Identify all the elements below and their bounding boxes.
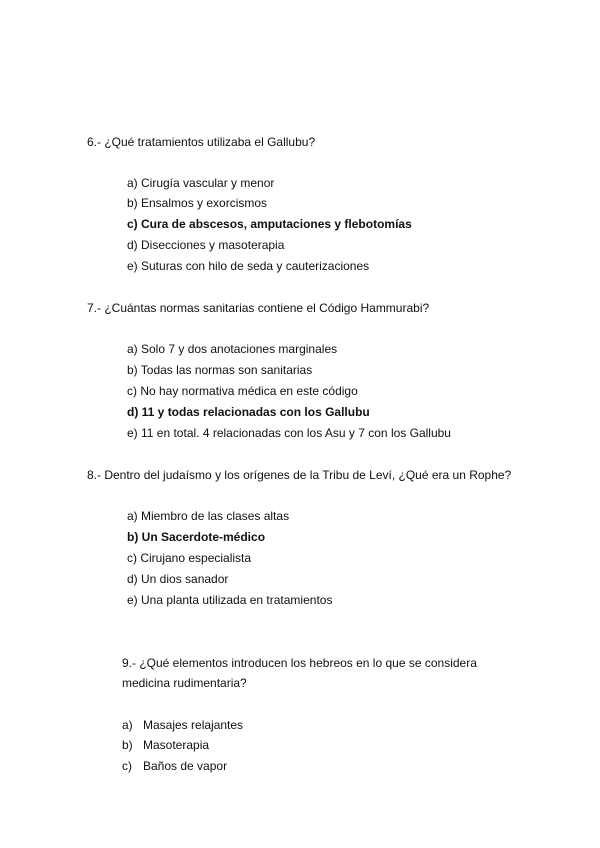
q6-option-e: e) Suturas con hilo de seda y cauterizaciones [127, 259, 370, 273]
q8-option-b-correct: b) Un Sacerdote-médico [127, 530, 266, 544]
question-9-line-2: medicina rudimentaria? [122, 676, 247, 690]
q7-option-e: e) 11 en total. 4 relacionadas con los Asu y 7 con los Gallubu [127, 426, 451, 440]
q7-option-c: c) No hay normativa médica en este código [127, 384, 358, 398]
q9-option-b-text: Masoterapia [143, 738, 210, 752]
q7-option-a: a) Solo 7 y dos anotaciones marginales [127, 342, 338, 356]
q9-option-c-text: Baños de vapor [143, 759, 228, 773]
q9-option-a-text: Masajes relajantes [143, 718, 244, 732]
q6-option-b: b) Ensalmos y exorcismos [127, 196, 268, 210]
q8-option-e: e) Una planta utilizada en tratamientos [127, 593, 333, 607]
q9-option-c-letter: c) [122, 759, 132, 773]
q8-option-c: c) Cirujano especialista [127, 551, 252, 565]
q8-option-d: d) Un dios sanador [127, 572, 229, 586]
question-7: 7.- ¿Cuántas normas sanitarias contiene el Código Hammurabi? [87, 301, 430, 315]
q6-option-d: d) Disecciones y masoterapia [127, 238, 285, 252]
q6-option-a: a) Cirugía vascular y menor [127, 176, 275, 190]
q7-option-d-correct: d) 11 y todas relacionadas con los Gallubu [127, 405, 370, 419]
q8-option-a: a) Miembro de las clases altas [127, 509, 290, 523]
question-9-line-1: 9.- ¿Qué elementos introducen los hebreos en lo que se considera [122, 656, 477, 670]
q9-option-a-letter: a) [122, 718, 133, 732]
question-6: 6.- ¿Qué tratamientos utilizaba el Gallubu? [87, 135, 316, 149]
question-8: 8.- Dentro del judaísmo y los orígenes de la Tribu de Leví, ¿Qué era un Rophe? [87, 468, 512, 482]
q6-option-c-correct: c) Cura de abscesos, amputaciones y flebotomías [127, 217, 412, 231]
q9-option-b-letter: b) [122, 738, 133, 752]
q7-option-b: b) Todas las normas son sanitarias [127, 363, 313, 377]
